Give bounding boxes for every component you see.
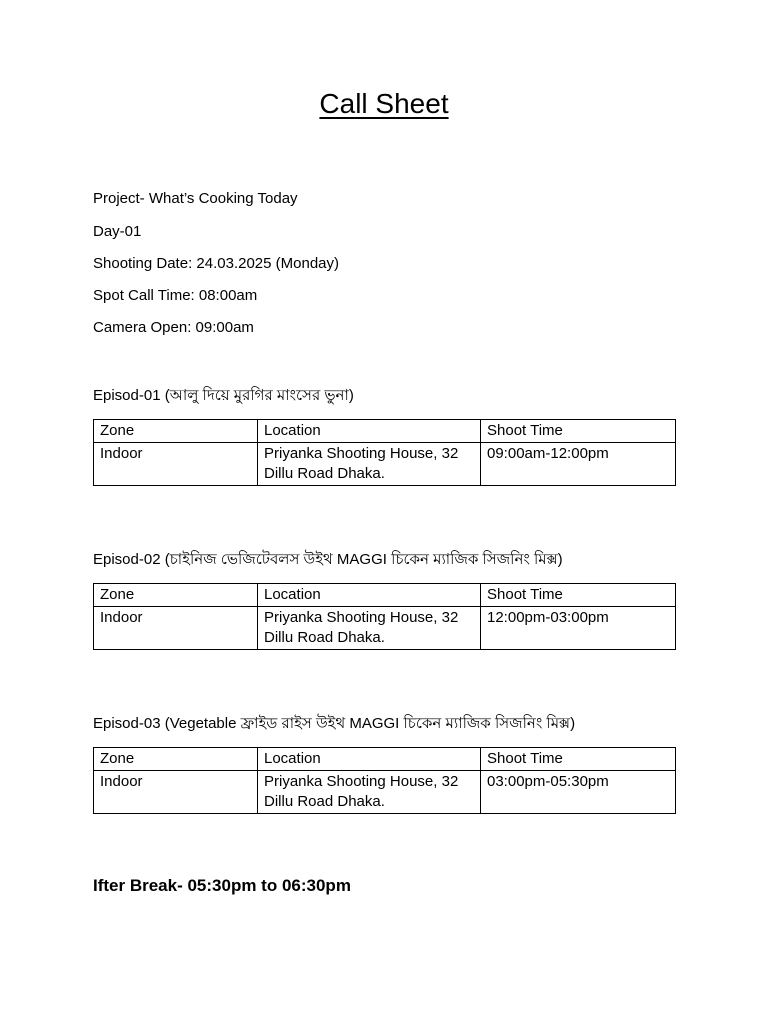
- table-row: [94, 607, 676, 650]
- day-line: Day-01: [93, 223, 142, 240]
- shoot-time-header: Shoot Time: [481, 748, 676, 771]
- shoot-time-header: Shoot Time: [481, 420, 676, 443]
- spot-call-line: Spot Call Time: 08:00am: [93, 287, 258, 304]
- location-header: Location: [258, 420, 481, 443]
- shoot-time-cell: 09:00am-12:00pm: [481, 443, 676, 486]
- page-title: Call Sheet: [319, 88, 449, 119]
- zone-cell: Indoor: [94, 607, 258, 650]
- zone-cell: Indoor: [94, 443, 258, 486]
- zone-header: Zone: [94, 420, 258, 443]
- table-header-row: [94, 584, 676, 607]
- location-header: Location: [258, 748, 481, 771]
- episode-2-heading: Episod-02 (চাইনিজ ভেজিটেবলস উইথ MAGGI চিকেন ম্যাজিক সিজনিং মিক্স): [93, 551, 563, 568]
- table-header-row: [94, 748, 676, 771]
- location-header: Location: [258, 584, 481, 607]
- zone-header: Zone: [94, 748, 258, 771]
- table-header-row: [94, 420, 676, 443]
- zone-header: Zone: [94, 584, 258, 607]
- location-cell: Priyanka Shooting House, 32 Dillu Road Dhaka.: [258, 771, 481, 814]
- episode-1-heading: Episod-01 (আলু দিয়ে মুরগির মাংসের ভুনা): [93, 387, 354, 404]
- shooting-date-line: Shooting Date: 24.03.2025 (Monday): [93, 255, 339, 272]
- camera-open-line: Camera Open: 09:00am: [93, 319, 254, 336]
- episode-3-table: [93, 747, 676, 814]
- table-row: [94, 443, 676, 486]
- location-cell: Priyanka Shooting House, 32 Dillu Road Dhaka.: [258, 607, 481, 650]
- episode-3-heading: Episod-03 (Vegetable ফ্রাইড রাইস উইথ MAGGI চিকেন ম্যাজিক সিজনিং মিক্স): [93, 715, 576, 732]
- zone-cell: Indoor: [94, 771, 258, 814]
- shoot-time-cell: 03:00pm-05:30pm: [481, 771, 676, 814]
- location-cell: Priyanka Shooting House, 32 Dillu Road Dhaka.: [258, 443, 481, 486]
- episode-1-table: [93, 419, 676, 486]
- project-line: Project- What’s Cooking Today: [93, 190, 298, 207]
- shoot-time-cell: 12:00pm-03:00pm: [481, 607, 676, 650]
- shoot-time-header: Shoot Time: [481, 584, 676, 607]
- table-row: [94, 771, 676, 814]
- ifter-break-line: Ifter Break- 05:30pm to 06:30pm: [93, 876, 351, 895]
- episode-2-table: [93, 583, 676, 650]
